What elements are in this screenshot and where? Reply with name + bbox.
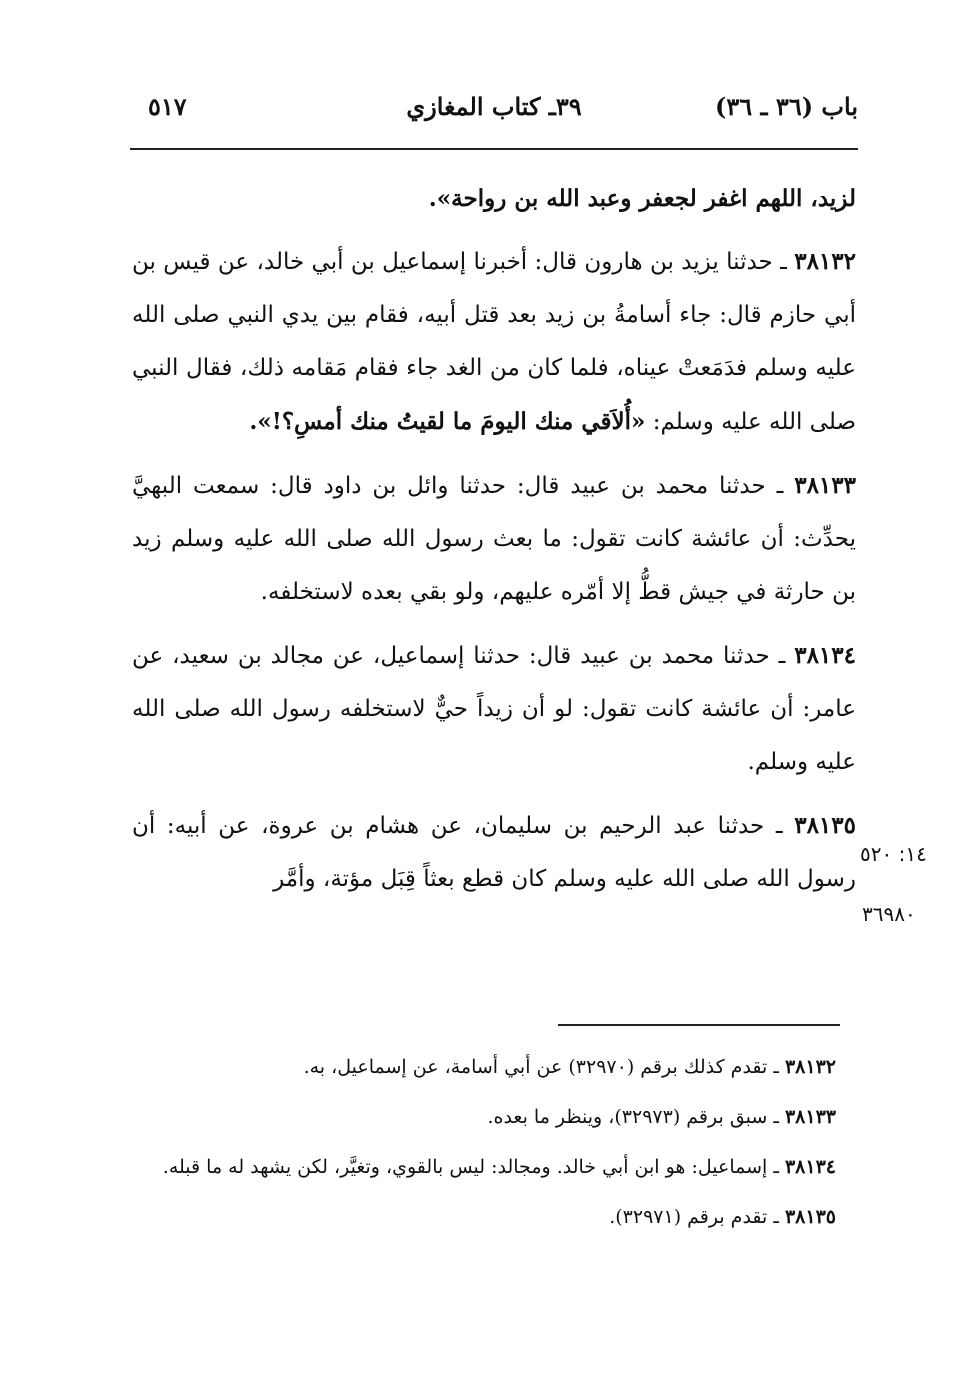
- hadith-38132: [132, 235, 856, 449]
- paragraph-continuation: [132, 172, 856, 225]
- header-divider: [130, 148, 858, 150]
- footnotes: [140, 1042, 836, 1242]
- hadith-38135: [132, 799, 856, 906]
- margin-reference: ٣٦٩٨٠: [862, 902, 916, 926]
- footnote-number: ٣٨١٣٤: [784, 1156, 836, 1178]
- footnote: [140, 1142, 836, 1192]
- chapter-title: باب (٣٦ ـ ٣٦): [715, 92, 858, 121]
- hadith-text: ـ حدثنا محمد بن عبيد قال: حدثنا وائل بن داود قال: سمعت البهيَّ يحدِّث: أن عائشة كانت تقول: ما بعث رسول الله صلى الله عليه وسلم زيد بن حارثة في جيش قطُّ إلا أمّره عليهم، ولو بقي بعده لاستخلفه.: [132, 473, 856, 605]
- footnote-divider: [558, 1024, 840, 1026]
- hadith-text: ـ حدثنا محمد بن عبيد قال: حدثنا إسماعيل، عن مجالد بن سعيد، عن عامر: أن عائشة كانت تقول: لو أن زيداً حيٌّ لاستخلفه رسول الله صلى الله عليه وسلم.: [132, 643, 856, 775]
- footnote-number: ٣٨١٣٢: [784, 1056, 836, 1078]
- paragraph-text: لزيد، اللهم اغفر لجعفر وعبد الله بن رواحة».: [428, 185, 856, 212]
- hadith-quote: «أُلاَقي منك اليومَ ما لقيتُ منك أمسِ؟!».: [249, 408, 646, 435]
- margin-reference: ١٤: ٥٢٠: [860, 842, 927, 866]
- footnote-text: ـ إسماعيل: هو ابن أبي خالد. ومجالد: ليس بالقوي، وتغيَّر، لكن يشهد له ما قبله.: [162, 1156, 785, 1178]
- main-text: [132, 172, 856, 916]
- hadith-number: ٣٨١٣٥: [794, 812, 856, 839]
- hadith-38134: [132, 629, 856, 789]
- footnote: [140, 1192, 836, 1242]
- footnote-number: ٣٨١٣٥: [784, 1206, 836, 1228]
- footnote-text: ـ تقدم برقم (٣٢٩٧١).: [609, 1206, 785, 1228]
- footnote-text: ـ تقدم كذلك برقم (٣٢٩٧٠) عن أبي أسامة، عن إسماعيل، به.: [303, 1056, 785, 1078]
- hadith-number: ٣٨١٣٢: [794, 248, 856, 275]
- book-title: ٣٩ـ كتاب المغازي: [406, 92, 582, 121]
- hadith-number: ٣٨١٣٣: [794, 472, 856, 499]
- footnote-text: ـ سبق برقم (٣٢٩٧٣)، وينظر ما بعده.: [487, 1106, 785, 1128]
- hadith-text: ـ حدثنا يزيد بن هارون قال: أخبرنا إسماعيل بن أبي خالد، عن قيس بن أبي حازم قال: جاء أسامةُ بن زيد بعد قتل أبيه، فقام بين يدي النبي صلى الله عليه وسلم فدَمَعتْ عيناه، فلما كان من الغد جاء فقام مَقامه ذلك، فقال النبي صلى الله عليه وسلم:: [132, 249, 856, 435]
- page-header: [130, 92, 858, 134]
- footnote-number: ٣٨١٣٣: [784, 1106, 836, 1128]
- hadith-text: ـ حدثنا عبد الرحيم بن سليمان، عن هشام بن عروة، عن أبيه: أن رسول الله صلى الله عليه وسلم كان قطع بعثاً قِبَل مؤتة، وأمَّر: [132, 813, 856, 892]
- hadith-38133: [132, 459, 856, 619]
- footnote: [140, 1092, 836, 1142]
- page-number: ٥١٧: [148, 92, 187, 121]
- hadith-number: ٣٨١٣٤: [794, 642, 856, 669]
- footnote: [140, 1042, 836, 1092]
